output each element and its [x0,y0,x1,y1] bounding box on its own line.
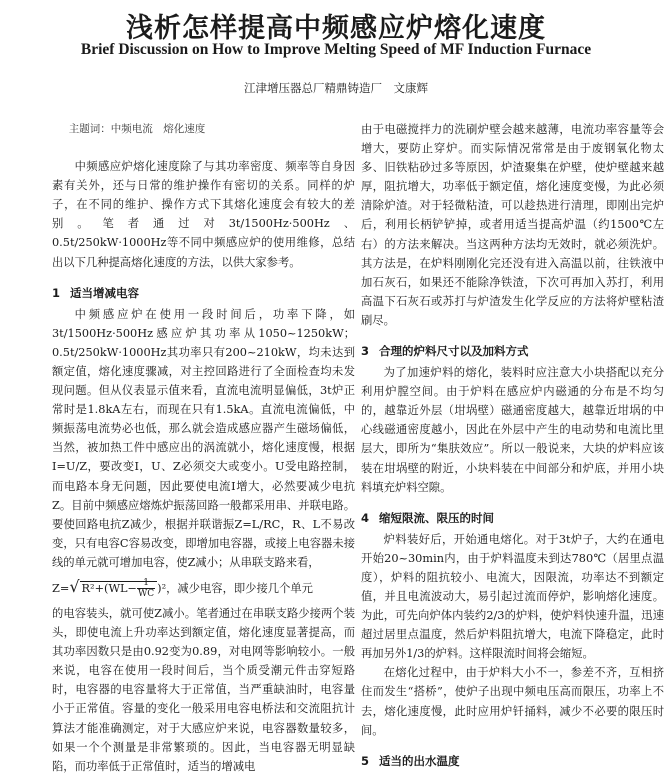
right-column [361,120,664,773]
section-4-paragraph-2: 在熔化过程中，由于炉料大小不一，参差不齐，互相挤住而发生“搭桥”，使炉子出现中频电压高而限压，功率上不去，熔化速度慢，此时应用炉钎捅料，减少不必要的限压时间。 [361,666,664,737]
left-column [52,120,355,776]
section-4-paragraph-1: 炉料装好后，开始通电熔化。对于3t炉子，大约在通电开始20~30min内，由于炉料温度未到达780℃（居里点温度），炉料的阻抗较小、电流大，因限流，功率达不到额定值，并且电流波动大，易引起过流而停炉，影响熔化速度。为此，可先向炉体内装约2/3的炉料，使炉料快速升温，迅速超过居里点温度，然后炉料阻抗增大，电流下降稳定，此时再加另外1/3的炉料。这样限流时间将会缩短。 [361,532,664,661]
fraction-numerator: 1 [137,578,155,589]
title-english: Brief Discussion on How to Improve Melting Speed of MF Induction Furnace [80,41,592,58]
section-1-heading [52,284,355,302]
impedance-formula [52,576,355,600]
keywords-line: 主题词：中频电流 熔化速度 [68,123,206,135]
section-5-heading [361,752,664,770]
title-chinese: 浅析怎样提高中频感应炉熔化速度 [126,13,546,44]
section-4-title: 缩短限流、限压的时间 [379,510,494,525]
author-line: 江津增压器总厂精鼎铸造厂 文康辉 [244,81,428,95]
section-1-paragraph: 中频感应炉在使用一段时间后，功率下降，如3t/1500Hz·500Hz感应炉其功率从1050~1250kW；0.5t/250kW·1000Hz其功率只有200~210kW，均未达到额定值，熔化速度骤减，对主控回路进行了全面检查均未发现问题。但从仪表显示值来看，直流电流明显偏低，3t炉正常时是1.8kA左右，而现在只有1.5kA。直流电流偏低，中频振荡电流势必也低，那么就会造成感应器产生磁场偏低，当然，被加热工件中感应出的涡流就小，熔化速度慢，根据I=U/Z，要改变I，U、Z必须交大或变小。U受电路控制，而电路本身无问题，因此要使电流I增大，必然要减少电抗Z。目前中频感应熔炼炉振荡回路一般都采用串、并联电路。要使回路电抗Z减少，根据并联谐振Z=L/RC，R、L不易改变，只有电容C容易改变，即增加电容器，或接上电容器未接线的单元就可增加电容，使Z减小；从串联支路来看， [52,307,355,569]
formula-fraction [137,578,155,599]
section-3-number: 3 [361,344,370,359]
abstract-paragraph: 中频感应炉熔化速度除了与其功率密度、频率等自身因素有关外，还与日常的维护操作有密切的关系。同样的炉子，在不同的维护、操作方式下其熔化速度会有较大的差别。笔者通过对3t/1500Hz·500Hz、0.5t/250kW·1000Hz等不同中频感应炉的使用维修，总结出以下几种提高熔化速度的方法，以供大家参考。 [52,160,355,269]
section-3-paragraph: 为了加速炉料的熔化，装料时应注意大小块搭配以充分利用炉膛空间。由于炉料在感应炉内磁通的分布是不均匀的，越靠近外层（坩埚壁）磁通密度越大，越靠近坩埚的中心线磁通密度越小，因此在外层中产生的电动势和电流比里层大，即所为“集肤效应”。所以一般说来，大块的炉料应该装在坩埚壁的附近，小块料装在中间部分和炉底，并用小块料填充炉料空隙。 [361,366,664,494]
section-5-title: 适当的出水温度 [379,753,460,768]
section-1-number: 1 [52,285,61,300]
section-4-number: 4 [361,510,370,525]
formula-radicand-text: R²+(WL− [81,581,138,595]
section-2-paragraph: 由于电磁搅拌力的洗刷炉壁会越来越薄，电流功率容量等会增大，要防止穿炉。而实际情况常常是由于废钢氧化物太多、旧铁粘砂过多等原因，炉渣聚集在炉壁，使炉壁越来越厚，阻抗增大，功率低于额定值，熔化速度变慢，为此必须清除炉渣。对于轻微粘渣，可以趁热进行清理，即刚出完炉后，利用长柄铲铲掉，或者用适当提高炉温（约1500℃左右）的方法来解决。当这两种方法均无效时，就必须洗炉。其方法是，在炉料刚刚化完还没有进入高温以前，往铁液中加石灰石，如果还不能除净铁渣，下次可再加入苏打，利用高温下石灰石或苏打与炉渣发生化学反应的方法将炉壁粘渣刷尽。 [361,123,664,327]
section-1-paragraph-continued: 的电容装头，就可使Z减小。笔者通过在串联支路少接两个装头，即使电流上升功率达到额定值，熔化速度显著提高，而其功率因数只是由0.92变为0.89，对电网等影响较小。一般来说，电容在使用一段时间后，当个质受潮元件击穿短路时，电容器的电容量将大于正常值，当严重缺油时，电容量小于正常值。容量的变化一般采用电容电桥法和交流阻抗计算法才能准确测定，对于大感应炉来说，电容器数量较多，如果一个个测量是非常繁琐的。因此，当电容器无明显缺陷，而功率低于正常值时，适当的增减电 [52,606,355,773]
formula-prefix: Z= [52,581,70,595]
section-3-title: 合理的炉料尺寸以及加料方式 [379,344,529,359]
section-1-title: 适当增减电容 [70,285,139,300]
formula-suffix: )²，减少电容，即少接几个单元 [157,581,313,595]
sqrt-symbol: √ [69,576,80,596]
section-4-heading [361,509,664,527]
section-5-number: 5 [361,753,370,768]
fraction-denominator: WC [138,589,155,600]
formula-radicand [80,578,158,600]
section-3-heading [361,342,664,360]
